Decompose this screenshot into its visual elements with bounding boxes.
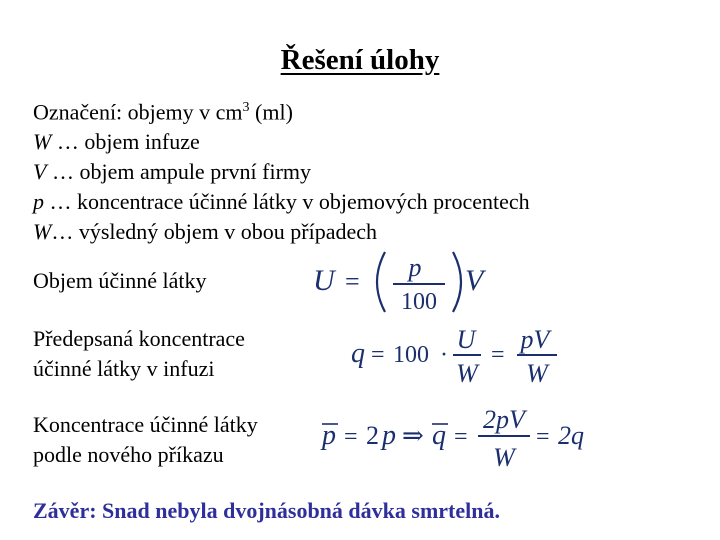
svg-text:=: =: [536, 424, 550, 450]
section-label-new-order: Koncentrace účinné látky podle nového příkazu: [33, 412, 258, 467]
section-label-amount: Objem účinné látky: [33, 268, 207, 293]
definition-item: W … objem infuze: [33, 129, 200, 155]
svg-text:2: 2: [366, 421, 379, 450]
svg-text:W: W: [456, 359, 478, 388]
svg-text:p: p: [322, 420, 336, 451]
svg-text:q: q: [432, 420, 446, 451]
svg-text:100: 100: [393, 342, 429, 368]
svg-text:2q: 2q: [558, 421, 584, 450]
svg-text:2pV: 2pV: [483, 405, 525, 434]
formula-new-concentration: [318, 400, 598, 474]
formula-prescribed-concentration: [345, 320, 575, 392]
svg-text:p: p: [382, 420, 396, 451]
svg-text:=: =: [371, 342, 385, 368]
svg-text:q: q: [351, 338, 365, 369]
conclusion-text: Závěr: Snad nebyla dvojnásobná dávka smrtelná.: [33, 498, 500, 523]
definition-intro: Označení: objemy v $cm^3$ (ml): [33, 99, 293, 125]
definitions-block: [33, 93, 530, 247]
svg-text:=: =: [491, 342, 505, 368]
definition-item: p … koncentrace účinné látky v objemových procentech: [33, 189, 530, 215]
section-label-prescribed: Předepsaná koncentrace účinné látky v infuzi: [33, 326, 245, 381]
svg-text:⇒: ⇒: [402, 421, 424, 450]
svg-text:=: =: [345, 267, 360, 296]
definition-item: W… výsledný objem v obou případech: [33, 219, 377, 245]
svg-text:·: ·: [440, 342, 448, 368]
svg-text:=: =: [454, 424, 468, 450]
svg-text:pV: pV: [520, 325, 550, 354]
svg-text:W: W: [526, 359, 548, 388]
svg-text:=: =: [344, 424, 358, 450]
svg-text:V: V: [465, 264, 484, 297]
svg-text:100: 100: [401, 289, 437, 315]
formula-active-volume: [305, 246, 505, 318]
right-paren: [453, 252, 461, 312]
svg-text:U: U: [313, 264, 335, 297]
left-paren: [377, 252, 385, 312]
slide-title: Řešení úlohy: [280, 44, 440, 76]
svg-text:W: W: [493, 443, 515, 472]
svg-text:U: U: [456, 325, 476, 354]
definition-item: V … objem ampule první firmy: [33, 159, 312, 185]
svg-text:p: p: [408, 253, 422, 282]
